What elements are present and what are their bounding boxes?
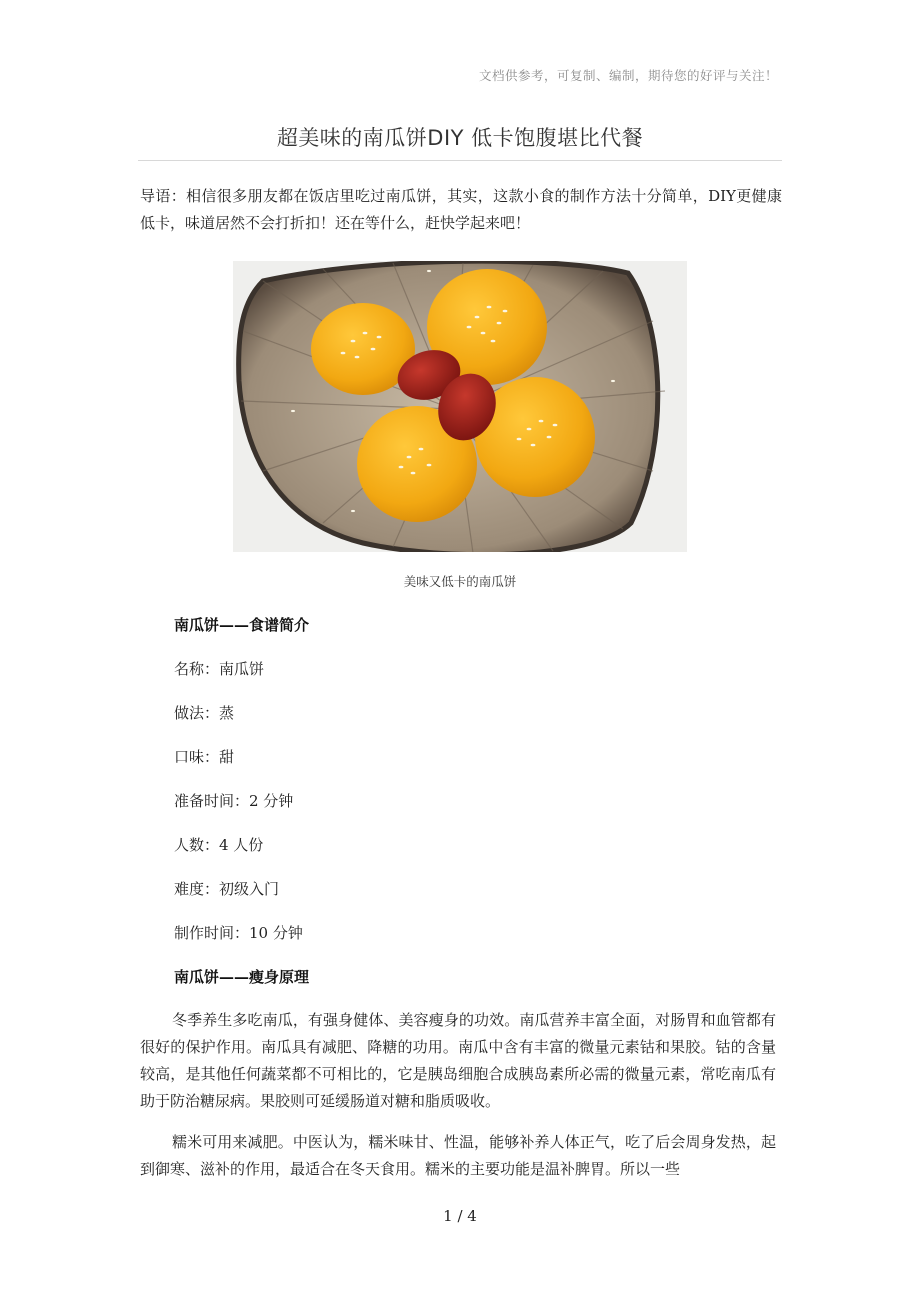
title-divider bbox=[138, 160, 782, 161]
principle-heading: 南瓜饼——瘦身原理 bbox=[174, 968, 310, 986]
recipe-heading: 南瓜饼——食谱简介 bbox=[174, 616, 310, 634]
header-note: 文档供参考，可复制、编制，期待您的好评与关注！ bbox=[478, 68, 778, 83]
intro-paragraph: 导语：相信很多朋友都在饭店里吃过南瓜饼，其实，这款小食的制作方法十分简单，DIY更健康低卡，味道居然不会打折扣！还在等什么，赶快学起来吧！ bbox=[140, 187, 782, 232]
recipe-field-cook-time: 制作时间：10 分钟 bbox=[174, 924, 303, 942]
recipe-field-prep-time: 准备时间：2 分钟 bbox=[174, 792, 294, 810]
article-title: 超美味的南瓜饼DIY 低卡饱腹堪比代餐 bbox=[276, 126, 644, 150]
page-number: 1 / 4 bbox=[443, 1207, 477, 1225]
recipe-field-difficulty: 难度：初级入门 bbox=[174, 880, 280, 898]
recipe-field-taste: 口味：甜 bbox=[174, 748, 235, 766]
recipe-field-name: 名称：南瓜饼 bbox=[174, 660, 265, 678]
pumpkin-cake-photo bbox=[233, 261, 687, 552]
recipe-field-method: 做法：蒸 bbox=[174, 704, 235, 722]
body-paragraph: 冬季养生多吃南瓜，有强身健体、美容瘦身的功效。南瓜营养丰富全面，对肠胃和血管都有很好的保护作用。南瓜具有减肥、降糖的功用。南瓜中含有丰富的微量元素钴和果胶。钴的含量较高，是其他任何蔬菜都不可相比的，它是胰岛细胞合成胰岛素所必需的微量元素，常吃南瓜有助于防治糖尿病。果胶则可延缓肠道对糖和脂质吸收。 bbox=[140, 1011, 776, 1110]
recipe-field-servings: 人数：4 人份 bbox=[174, 836, 264, 854]
image-caption: 美味又低卡的南瓜饼 bbox=[403, 574, 517, 589]
body-paragraph: 糯米可用来减肥。中医认为，糯米味甘、性温，能够补养人体正气，吃了后会周身发热，起到御寒、滋补的作用，最适合在冬天食用。糯米的主要功能是温补脾胃。所以一些 bbox=[140, 1133, 776, 1178]
